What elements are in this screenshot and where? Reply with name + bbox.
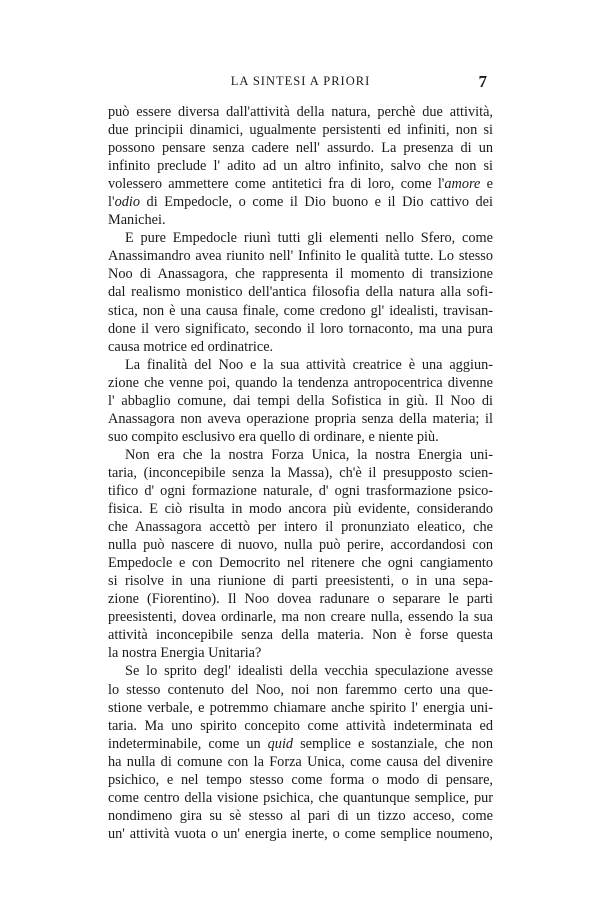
text-line: lo stesso contenuto del Noo, noi non faremmo certo una que- [108, 681, 493, 698]
text-line: Anassimandro avea riunito nell' Infinito le qualità tutte. Lo stesso [108, 248, 493, 265]
text-line: done il vero significato, secondo il loro tornaconto, ma una pura [108, 320, 493, 337]
text-line: la nostra Energia Unitaria? [108, 645, 262, 662]
text-line: può essere diversa dall'attività della natura, perchè due attività, [108, 104, 493, 120]
text-line: taria, (inconcepibile senza la Massa), ch'è il presupposto scien- [108, 464, 493, 481]
text-line: Noo di Anassagora, che rappresenta il momento di transizione [108, 266, 493, 283]
text-line: taria. Ma uno spirito concepito come attività indeterminata ed [108, 717, 493, 734]
text-line: attività inconcepibile senza della materia. Non è forse questa [108, 627, 493, 644]
text-line: l' abbaglio comune, dai tempi della Sofistica in giù. Il Noo di [108, 392, 493, 409]
text-line: tifico d' ogni formazione naturale, d' ogni trasformazione psico- [108, 482, 493, 499]
italic-word: quid [267, 735, 294, 752]
page-number: 7 [478, 72, 487, 91]
text-line: causa motrice ed ordinatrice. [108, 338, 274, 355]
text-line: volessero ammettere come antitetici fra di loro, come l'amore e [108, 176, 493, 193]
text-line: l'odio di Empedocle, o come il Dio buono e il Dio cattivo dei [108, 194, 493, 211]
text-line: Se lo sprito degl' idealisti della vecchia speculazione avesse [125, 663, 493, 680]
text-line: indeterminabile, come un quid semplice e sostanziale, che non [108, 735, 493, 752]
text-line: psichico, e nel tempo stesso come forma o modo di pensare, [108, 771, 493, 788]
text-line: possono pensare senza cadere nell' assurdo. La presenza di un [108, 140, 493, 157]
text-line: stione verbale, e potremmo chiamare anche spirito l' energia uni- [108, 699, 493, 716]
text-line: stica, non è una causa finale, come credono gl' idealisti, travisan- [108, 302, 493, 319]
text-line: che Anassagora accettò per intero il pronunziato eleatico, che [108, 519, 493, 536]
text-line: La finalità del Noo e la sua attività creatrice è una aggiun- [125, 356, 493, 373]
text-line: E pure Empedocle riunì tutti gli elementi nello Sfero, come [125, 230, 493, 247]
text-line: nulla può nascere di nuovo, nulla può perire, accordandosi con [108, 537, 493, 554]
text-line: ha nulla di comune con la Forza Unica, come causa del divenire [108, 753, 493, 770]
page-header [108, 72, 493, 92]
text-line: Non era che la nostra Forza Unica, la nostra Energia uni- [125, 446, 493, 463]
text-line: suo compito esclusivo era quello di ordinare, e niente più. [108, 428, 439, 445]
text-line: Empedocle e con Democrito nel ritenere che ogni cangiamento [108, 555, 493, 572]
text-line: Anassagora non aveva operazione propria senza della materia; il [108, 410, 493, 427]
text-line: infinito preclude l' adito ad un altro infinito, salvo che non si [108, 158, 493, 175]
text-line: fisica. E ciò risulta in modo ancora più evidente, considerando [108, 501, 493, 518]
text-line: zione che venne poi, quando la tendenza antropocentrica divenne [108, 374, 493, 391]
italic-word: amore [444, 176, 481, 193]
text-line: un' attività vuota o un' energia inerte, o come semplice noumeno, [108, 825, 493, 842]
running-title: LA SINTESI A PRIORI [230, 74, 371, 88]
text-line: due principii dinamici, ugualmente persistenti ed infiniti, non si [108, 122, 493, 139]
text-line: dal realismo monistico dell'antica filosofia della natura alla sofi- [108, 284, 493, 301]
text-line: Manichei. [108, 212, 166, 229]
text-line: nondimeno gira su sè stesso al pari di un tizzo acceso, come [108, 807, 493, 824]
text-line: si risolve in una riunione di parti preesistenti, o in una sepa- [108, 573, 493, 590]
body-text [108, 103, 493, 843]
text-line: come centro della visione psichica, che quantunque semplice, pur [108, 789, 493, 806]
text-line: zione (Fiorentino). Il Noo dovea radunare o separare le parti [108, 591, 493, 608]
text-line: preesistenti, dovea ordinarle, ma non creare nulla, essendo la sua [108, 609, 493, 626]
italic-word: odio [114, 194, 140, 211]
